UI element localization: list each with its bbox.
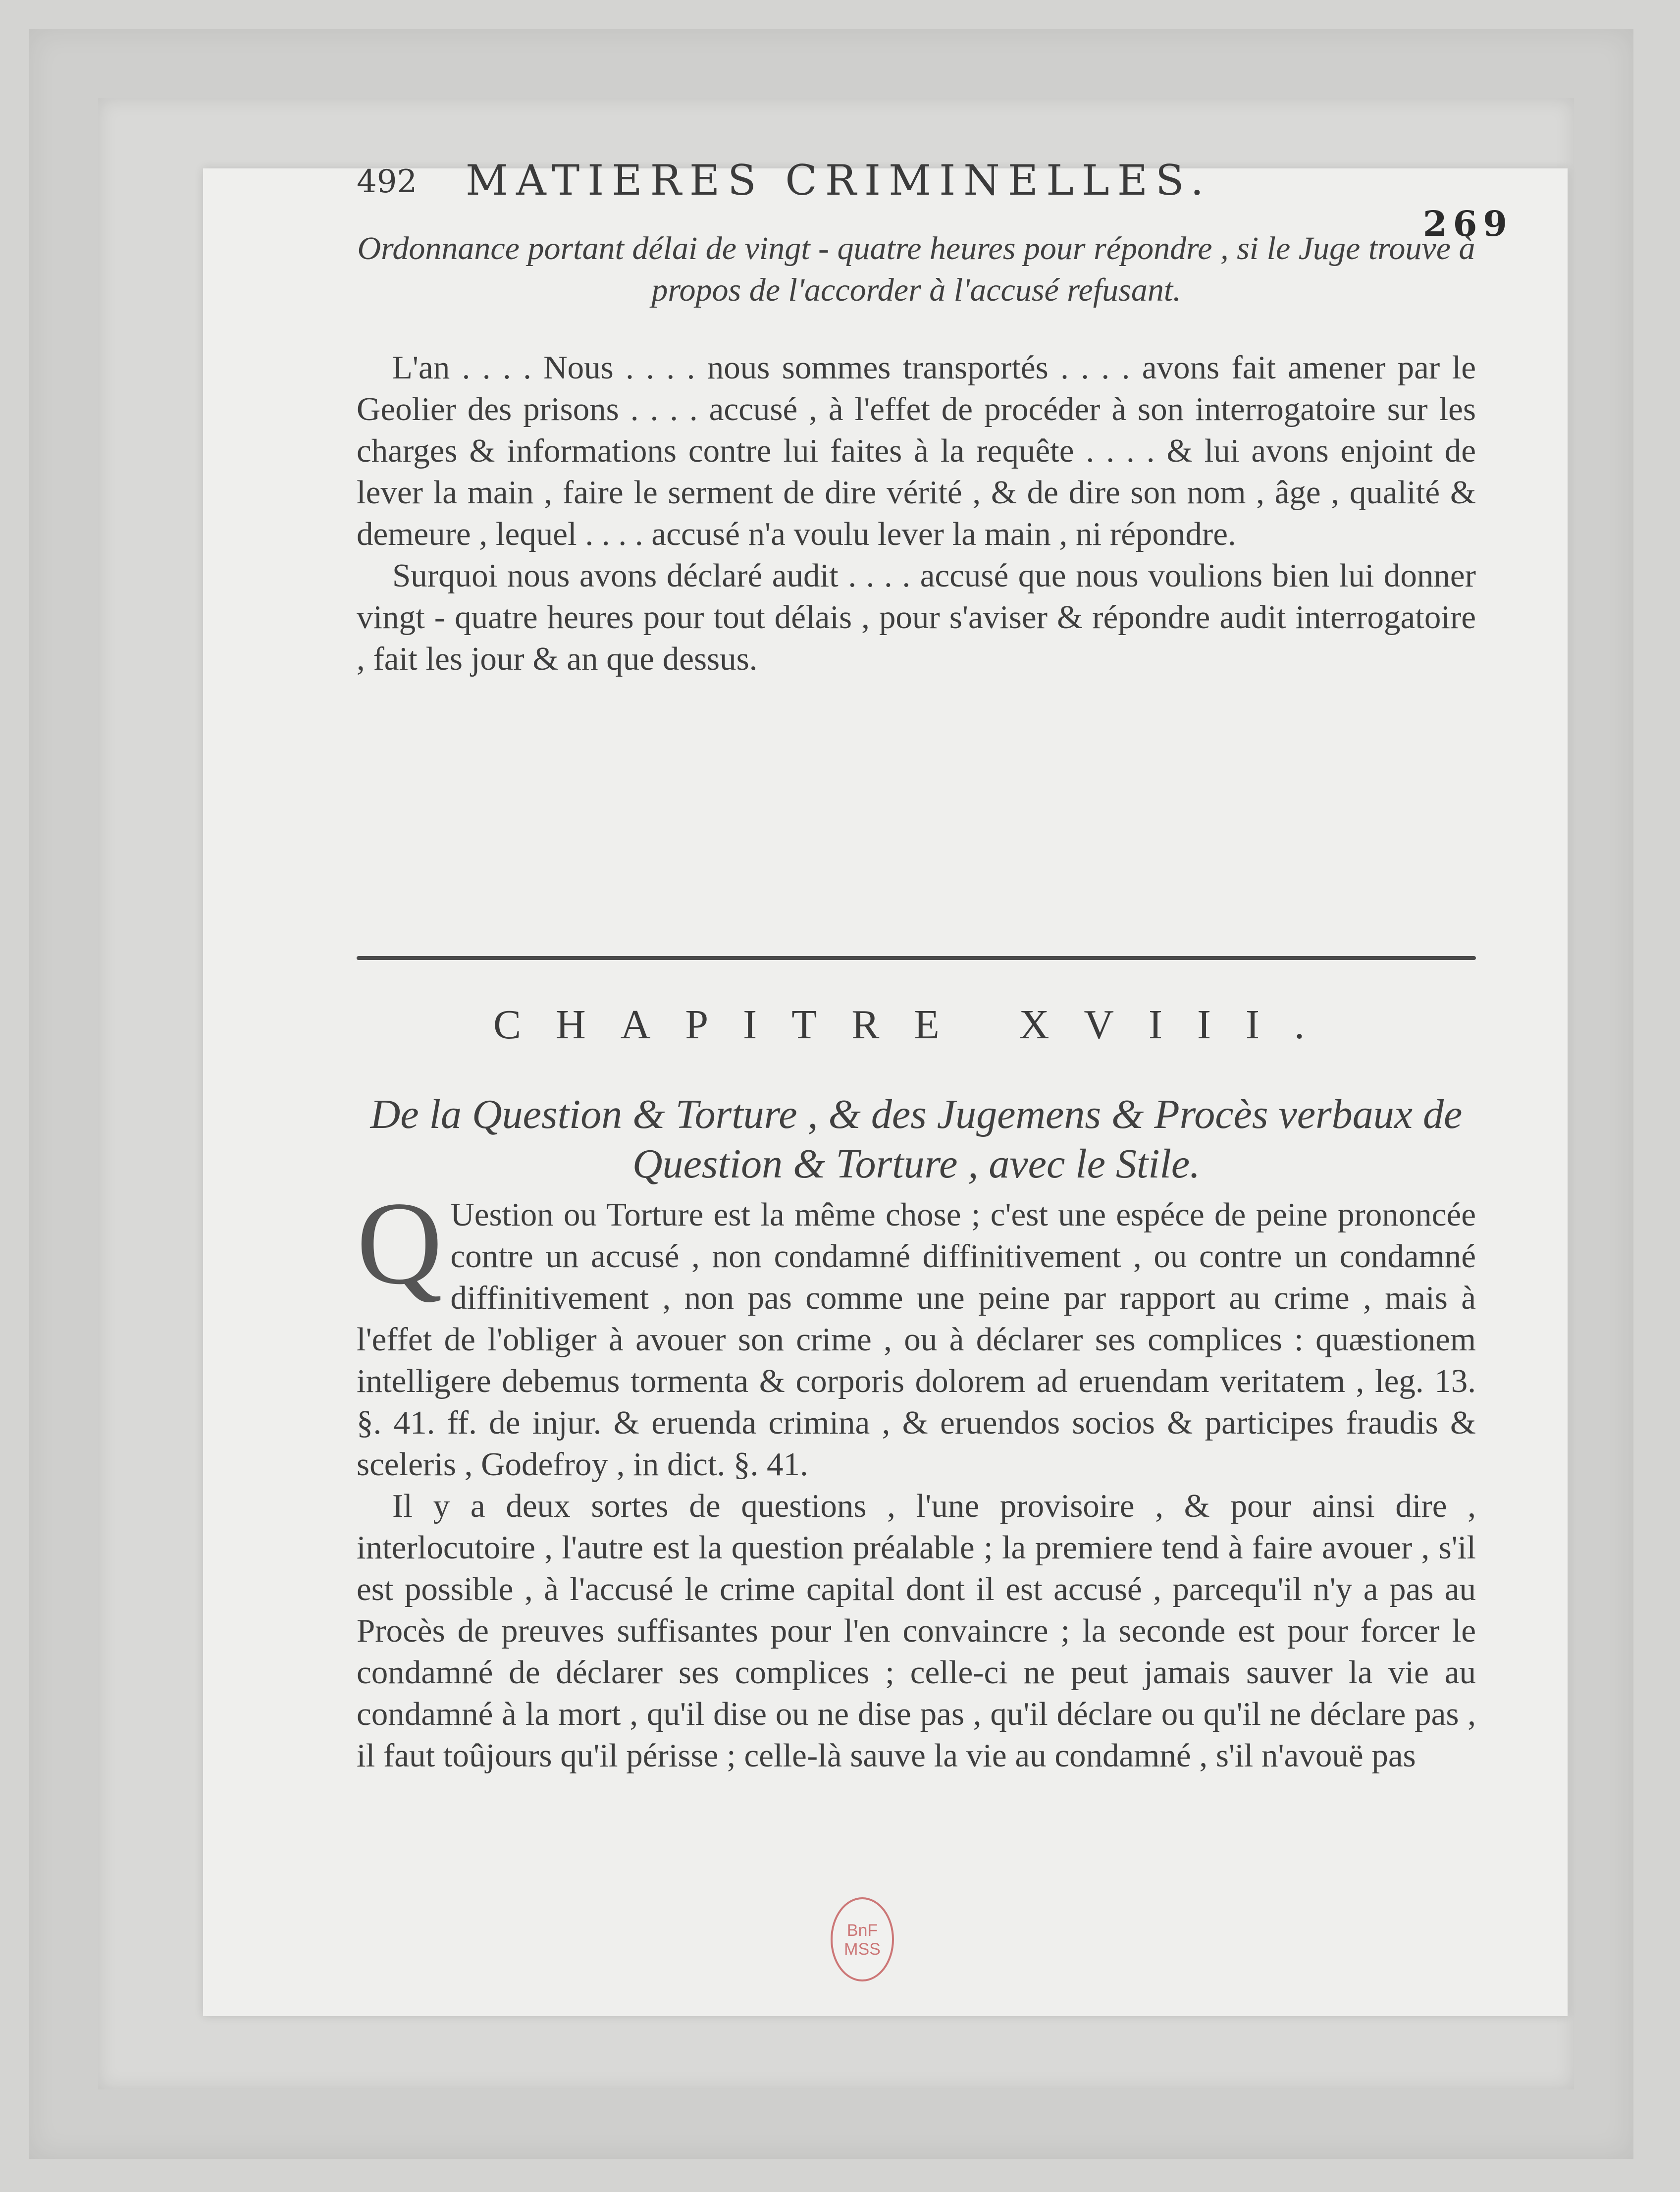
paragraph: L'an . . . . Nous . . . . nous sommes transportés . . . . avons fait amener par le Geolier des prisons . . . . accusé , à l'effet de procéder à son interrogatoire sur les charges & informations contre lui faites à la requête . . . . & lui avons enjoint de lever la main , faire le serment de dire vérité , & de dire son nom , âge , qualité & demeure , lequel . . . . accusé n'a voulu lever la main , ni répondre.: [357, 349, 1476, 552]
library-stamp: [831, 1897, 894, 1981]
paragraph: [357, 1177, 1476, 1485]
chapter-subtitle: De la Question & Torture , & des Jugemens & Procès verbaux de Question & Torture , avec le Stile.: [370, 1091, 1463, 1187]
page-number: 492: [357, 163, 418, 200]
paragraph-text: Uestion ou Torture est la même chose ; c'est une espéce de peine prononcée contre un accusé , non condamné diffinitivement , ou contre un condamné diffinitivement , non pas comme une peine par rapport au crime , mais à l'effet de l'obliger à avouer son crime , ou à déclarer ses complices : quæstionem intelligere debemus tormenta & corporis dolorem ad eruendam veritatem , leg. 13. §. 41. ff. de injur. & eruenda crimina , & eruendos socios & participes fraudis & sceleris , Godefroy , in dict. §. 41.: [357, 1196, 1476, 1483]
section-divider: [357, 956, 1476, 960]
running-title: MATIERES CRIMINELLES.: [466, 156, 1212, 205]
running-head: [357, 149, 1476, 208]
folio-number: 269: [1422, 203, 1513, 244]
drop-cap: Q: [357, 1177, 443, 1309]
paragraph: Il y a deux sortes de questions , l'une provisoire , & pour ainsi dire , interlocutoire , l'autre est la question préalable ; la premiere tend à faire avouer , s'il est possible , à l'accusé le crime capital dont il est accusé , parcequ'il n'y a pas au Procès de preuves suffisantes pour l'en convaincre ; la seconde est pour forcer le condamné de déclarer ses complices ; celle-ci ne peut jamais sauver la vie au condamné à la mort , qu'il dise ou ne dise pas , qu'il déclare ou qu'il ne déclare pas , il faut toûjours qu'il périsse ; celle-là sauve la vie au condamné , s'il n'avouë pas: [357, 1488, 1476, 1774]
paragraph: Surquoi nous avons déclaré audit . . . . accusé que nous voulions bien lui donner vingt - quatre heures pour tout délais , pour s'aviser & répondre audit interrogatoire , fait les jour & an que dessus.: [357, 557, 1476, 677]
chapter-text: [357, 1177, 1476, 1776]
stamp-line: MSS: [844, 1940, 881, 1959]
chapter-heading: CHAPITRE XVIII.: [493, 1002, 1339, 1048]
ordonnance-text: [357, 347, 1476, 680]
ordonnance-title: Ordonnance portant délai de vingt - quatre heures pour répondre , si le Juge trouve à propos de l'accorder à l'accusé refusant.: [357, 230, 1475, 308]
stamp-line: BnF: [846, 1921, 878, 1940]
